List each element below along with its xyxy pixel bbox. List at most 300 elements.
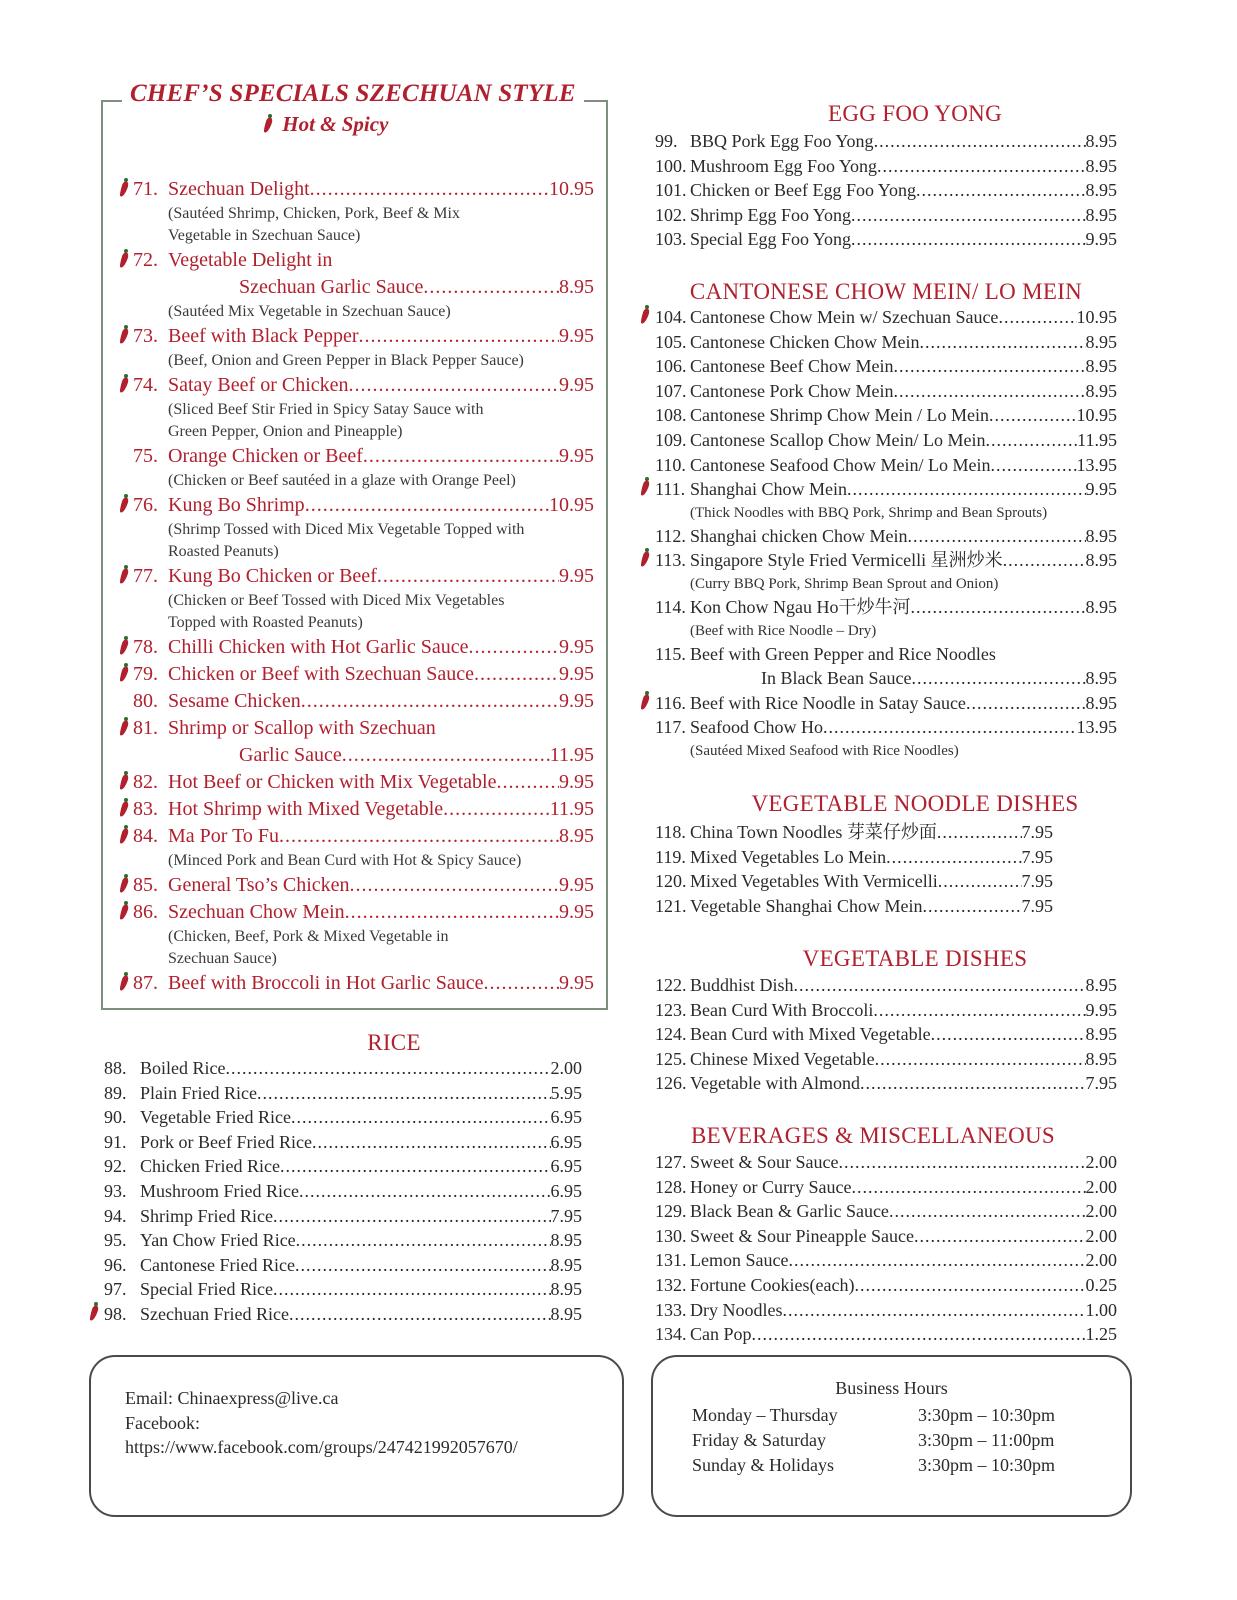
item-number: 101. [655,180,687,201]
item-description: (Chicken, Beef, Pork & Mixed Vegetable in Szechuan Sauce) [168,928,449,967]
menu-item-line [655,666,1117,691]
chef-specials-list [104,176,594,997]
item-name: Yan Chow Fried Rice [140,1230,296,1251]
menu-item [655,1022,1117,1047]
menu-item-line [104,970,594,997]
chili-icon [90,1302,99,1321]
item-price: 8.95 [559,825,594,847]
leader-dots [788,1248,1085,1273]
item-number: 99. [655,131,678,151]
beverages-list [655,1150,1117,1347]
item-name: Hot Shrimp with Mixed Vegetable [168,798,444,820]
item-name: Cantonese Chow Mein w/ Szechuan Sauce [690,307,999,327]
leader-dots [273,1277,551,1302]
item-price: 6.95 [550,1180,582,1201]
item-name: Dry Noodles [690,1299,783,1320]
item-number: 88. [104,1058,127,1078]
item-number: 112. [655,525,686,546]
leader-dots [937,820,1022,845]
item-name: Shrimp Egg Foo Yong [690,204,852,225]
menu-item [655,845,1053,870]
leader-dots [350,872,559,899]
menu-item [104,970,594,997]
item-name: Beef with Rice Noodle in Satay Sauce [690,692,966,713]
hot-marker [104,715,133,742]
menu-item [655,1273,1117,1298]
item-description: (Minced Pork and Bean Curd with Hot & Spicy Sauce) [168,852,522,869]
hot-marker [104,796,133,823]
leader-dots [301,688,559,715]
menu-item [655,973,1117,998]
item-number: 110. [655,454,686,475]
item-price: 2.00 [1085,1250,1117,1271]
leader-dots [877,154,1085,179]
item-number: 78. [133,636,158,658]
item-number: 102. [655,204,687,225]
leader-dots [998,305,1076,330]
item-price: 9.95 [559,663,594,685]
leader-dots [299,1179,551,1204]
item-number: 104. [655,307,687,327]
item-number: 128. [655,1176,687,1197]
item-number: 106. [655,356,687,377]
menu-item-line [104,823,594,850]
item-price: 11.95 [549,798,594,820]
chef-specials-subtitle [264,112,388,137]
item-name: Vegetable with Almond [690,1073,860,1094]
item-name: Beef with Broccoli in Hot Garlic Sauce [168,972,484,994]
item-name: Szechuan Delight [168,178,310,200]
menu-item [655,129,1117,154]
item-name: Chicken or Beef Egg Foo Yong [690,180,916,201]
leader-dots [342,742,550,769]
item-number: 121. [655,895,687,916]
menu-item [104,899,594,970]
contact-info [125,1386,518,1460]
item-name: Singapore Style Fried Vermicelli 星洲炒米 [690,550,1003,571]
item-number: 115. [655,643,686,664]
menu-item [655,354,1117,379]
menu-item [655,820,1053,845]
chili-icon [120,771,129,790]
menu-item [655,524,1117,549]
chef-specials-title: CHEF’S SPECIALS SZECHUAN STYLE [122,80,584,108]
menu-item [655,1071,1117,1096]
item-price: 8.95 [1085,380,1117,401]
item-description: (Sautéed Shrimp, Chicken, Pork, Beef & Mix Vegetable in Szechuan Sauce) [168,205,460,244]
item-name: Fortune Cookies(each) [690,1274,855,1295]
item-price: 2.00 [1085,1152,1117,1172]
item-price: 8.95 [1085,975,1117,995]
egg-foo-yong-title: EGG FOO YONG [828,101,1002,126]
item-name: Cantonese Fried Rice [140,1254,295,1275]
menu-item [104,661,594,688]
item-number: 92. [104,1156,127,1177]
item-number: 100. [655,155,687,176]
menu-item [655,1175,1117,1200]
leader-dots [907,524,1085,549]
item-price: 9.95 [1085,479,1117,500]
item-price: 10.95 [1076,405,1117,426]
leader-dots [989,403,1077,428]
item-name: Black Bean & Garlic Sauce [690,1201,889,1222]
chili-icon [120,663,129,682]
item-number: 118. [655,822,686,842]
menu-item [655,998,1117,1023]
item-name: Shrimp Fried Rice [140,1205,273,1226]
menu-item-line [104,274,594,301]
chili-icon [641,477,650,496]
leader-dots [931,1022,1086,1047]
hot-marker [104,823,133,850]
item-name-continued: Szechuan Garlic Sauce [239,276,424,298]
item-number: 83. [133,798,158,820]
menu-item [655,595,1117,620]
item-name: Shanghai chicken Chow Mein [690,525,908,546]
leader-dots [377,563,559,590]
item-price: 8.95 [1085,525,1117,546]
menu-item [104,247,594,323]
leader-dots [916,178,1086,203]
item-name: Chicken Fried Rice [140,1156,280,1177]
item-number: 98. [104,1303,127,1324]
item-price: 8.95 [1085,1048,1117,1069]
hot-spicy-label: Hot & Spicy [282,112,389,136]
leader-dots [279,823,559,850]
item-price: 8.95 [1085,356,1117,377]
rice-title: RICE [367,1030,421,1055]
item-name: BBQ Pork Egg Foo Yong [690,131,874,151]
item-name: Bean Curd With Broccoli [690,999,874,1020]
menu-item-line [104,688,594,715]
item-price: 7.95 [1021,895,1053,916]
hours-day: Friday & Saturday [692,1430,826,1450]
chili-icon [120,825,129,844]
item-price: 10.95 [1076,307,1117,327]
item-price: 9.95 [559,565,594,587]
item-number: 84. [133,825,158,847]
menu-item-line [104,176,594,203]
item-price: 9.95 [1085,229,1117,250]
hot-marker [104,872,133,899]
item-price: 9.95 [559,325,594,347]
leader-dots [893,379,1085,404]
item-name: Mushroom Egg Foo Yong [690,155,878,176]
item-price: 8.95 [550,1279,582,1300]
item-number: 126. [655,1073,687,1094]
item-number: 91. [104,1131,127,1152]
item-description: (Sautéed Mixed Seafood with Rice Noodles) [690,742,959,759]
menu-item [104,1154,582,1179]
chili-icon [120,178,129,197]
item-price: 8.95 [1085,596,1117,617]
item-name: Satay Beef or Chicken [168,374,349,396]
menu-item-line [104,443,594,470]
hot-marker [104,970,133,997]
menu-item [104,1130,582,1155]
item-price: 11.95 [549,744,594,766]
leader-dots [345,899,559,926]
email-text: Email: Chinaexpress@live.ca [125,1388,339,1408]
item-number: 90. [104,1107,127,1128]
leader-dots [911,595,1086,620]
item-number: 134. [655,1324,687,1345]
item-price: 8.95 [550,1303,582,1324]
facebook-link[interactable]: https://www.facebook.com/groups/247421992057670/ [125,1437,518,1457]
leader-dots [752,1322,1086,1347]
leader-dots [312,1130,551,1155]
leader-dots [914,1224,1086,1249]
item-name: Special Fried Rice [140,1279,273,1300]
item-name: Vegetable Shanghai Chow Mein [690,895,923,916]
item-price: 8.95 [1085,550,1117,571]
leader-dots [273,1204,551,1229]
item-price: 6.95 [550,1156,582,1177]
item-price: 5.95 [550,1082,582,1103]
item-price: 1.25 [1085,1324,1117,1345]
item-number: 132. [655,1274,687,1295]
item-number: 85. [133,874,158,896]
menu-item [655,1150,1117,1175]
leader-dots [783,1298,1086,1323]
item-name: Plain Fried Rice [140,1082,257,1103]
menu-item [655,477,1117,502]
menu-item [655,715,1117,740]
leader-dots [922,894,1021,919]
menu-item [104,872,594,899]
item-description: (Sautéed Mix Vegetable in Szechuan Sauce) [168,303,451,320]
menu-item [104,1179,582,1204]
menu-item [655,305,1117,330]
leader-dots [225,1056,550,1081]
item-name: Mixed Vegetables With Vermicelli [690,871,938,892]
menu-item [104,492,594,563]
leader-dots [875,1047,1086,1072]
item-description: (Beef, Onion and Green Pepper in Black Pepper Sauce) [168,352,524,369]
menu-item [104,1056,582,1081]
item-number: 124. [655,1024,687,1045]
chili-icon [120,636,129,655]
item-price: 9.95 [559,972,594,994]
item-price: 10.95 [549,178,594,200]
item-price: 9.95 [559,901,594,923]
egg-foo-yong-list [655,129,1117,252]
beverages-title: BEVERAGES & MISCELLANEOUS [690,1123,1055,1148]
item-name: Kung Bo Chicken or Beef [168,565,377,587]
item-description: (Shrimp Tossed with Diced Mix Vegetable Topped with Roasted Peanuts) [168,521,525,560]
item-price: 8.95 [1085,668,1117,689]
leader-dots [847,477,1086,502]
item-name: Special Egg Foo Yong [690,229,852,250]
menu-item [104,1302,582,1327]
item-number: 103. [655,229,687,250]
item-number: 111. [655,479,686,500]
item-number: 86. [133,901,158,923]
facebook-label: Facebook: [125,1412,200,1433]
leader-dots [474,661,559,688]
leader-dots [443,796,550,823]
item-name: Cantonese Scallop Chow Mein/ Lo Mein [690,429,986,450]
menu-item-line [104,323,594,350]
item-price: 9.95 [559,874,594,896]
leader-dots [496,769,559,796]
item-name: Chilli Chicken with Hot Garlic Sauce [168,636,469,658]
menu-item-line [104,769,594,796]
leader-dots [851,227,1085,252]
menu-item-line [104,634,594,661]
leader-dots [854,1273,1085,1298]
menu-item [655,642,1117,667]
item-name: China Town Noodles 芽菜仔炒面 [690,822,937,842]
leader-dots [295,1253,551,1278]
item-number: 107. [655,380,687,401]
hot-marker [104,563,133,590]
item-price: 6.95 [550,1131,582,1152]
item-name: Beef with Black Pepper [168,325,359,347]
leader-dots [873,998,1085,1023]
item-name: Mushroom Fried Rice [140,1180,299,1201]
item-name: Honey or Curry Sauce [690,1176,852,1197]
menu-item-line [104,899,594,926]
hot-marker [104,634,133,661]
menu-item [104,323,594,372]
item-number: 122. [655,975,687,995]
item-price: 13.95 [1076,454,1117,475]
leader-dots [289,1302,551,1327]
menu-item [655,453,1117,478]
hours-day: Sunday & Holidays [692,1455,834,1475]
item-number: 79. [133,663,158,685]
item-name-continued: Garlic Sauce [239,744,342,766]
menu-item [104,715,594,769]
chili-icon [120,972,129,991]
leader-dots [305,492,549,519]
item-name: Boiled Rice [140,1058,226,1078]
menu-item [655,178,1117,203]
item-price: 9.95 [559,690,594,712]
leader-dots [291,1105,551,1130]
item-price: 0.25 [1085,1274,1117,1295]
menu-item [104,1228,582,1253]
item-name: Cantonese Seafood Chow Mein/ Lo Mein [690,454,991,475]
item-name: Seafood Chow Ho [690,717,823,738]
menu-item [655,691,1117,716]
chili-icon [120,901,129,920]
leader-dots [889,1199,1086,1224]
menu-item-line [104,742,594,769]
item-name: Can Pop [690,1324,752,1345]
menu-item [104,1105,582,1130]
item-name: Orange Chicken or Beef [168,445,363,467]
item-number: 120. [655,871,687,892]
leader-dots [349,372,560,399]
item-name: Sesame Chicken [168,690,301,712]
cantonese-title: CANTONESE CHOW MEIN/ LO MEIN [689,279,1083,304]
item-price: 2.00 [1085,1176,1117,1197]
item-price: 7.95 [1021,846,1053,867]
leader-dots [838,1150,1085,1175]
menu-item [655,154,1117,179]
item-description: (Curry BBQ Pork, Shrimp Bean Sprout and Onion) [690,575,999,592]
leader-dots [919,330,1085,355]
leader-dots [823,715,1077,740]
chili-icon [120,874,129,893]
item-number: 109. [655,429,687,450]
item-name: Vegetable Fried Rice [140,1107,291,1128]
item-number: 76. [133,494,158,516]
item-description: (Sliced Beef Stir Fried in Spicy Satay Sauce with Green Pepper, Onion and Pineapple) [168,401,484,440]
item-price: 8.95 [559,276,594,298]
menu-item-line [104,661,594,688]
item-price: 8.95 [1085,155,1117,176]
menu-item-line [104,372,594,399]
leader-dots [280,1154,551,1179]
item-price: 8.95 [1085,1024,1117,1045]
chili-icon [120,717,129,736]
item-name: Lemon Sauce [690,1250,789,1271]
item-name: Vegetable Delight in [168,249,333,271]
vegetable-noodle-list [655,820,1053,918]
hours-row [692,1428,1054,1453]
leader-dots [363,443,559,470]
leader-dots [794,973,1086,998]
hot-marker [104,176,133,203]
chili-icon [120,565,129,584]
item-number: 133. [655,1299,687,1320]
leader-dots [874,129,1086,154]
leader-dots [886,845,1021,870]
menu-item [104,1081,582,1106]
item-name-continued: In Black Bean Sauce [761,668,912,689]
item-number: 125. [655,1048,687,1069]
item-price: 8.95 [1085,204,1117,225]
item-name: Sweet & Sour Pineapple Sauce [690,1225,914,1246]
item-name: Shrimp or Scallop with Szechuan [168,717,436,739]
menu-item-line [104,796,594,823]
item-price: 7.95 [1021,871,1053,892]
item-name: Pork or Beef Fried Rice [140,1131,312,1152]
item-number: 77. [133,565,158,587]
menu-item [104,176,594,247]
leader-dots [990,453,1076,478]
item-name: Szechuan Chow Mein [168,901,345,923]
item-description: (Beef with Rice Noodle – Dry) [690,622,877,639]
hot-marker [104,769,133,796]
leader-dots [310,176,549,203]
item-price: 8.95 [1085,331,1117,352]
hot-marker [104,492,133,519]
menu-item [104,823,594,872]
item-price: 9.95 [559,636,594,658]
item-price: 7.95 [550,1205,582,1226]
item-name: Chicken or Beef with Szechuan Sauce [168,663,475,685]
menu-item [655,548,1117,573]
item-price: 9.95 [559,374,594,396]
item-price: 2.00 [1085,1225,1117,1246]
item-name: Cantonese Pork Chow Mein [690,380,894,401]
vegetable-dishes-title: VEGETABLE DISHES [802,946,1028,971]
item-name: Buddhist Dish [690,975,794,995]
item-price: 9.95 [559,771,594,793]
item-number: 75. [133,445,158,467]
item-description: (Chicken or Beef Tossed with Diced Mix Vegetables Topped with Roasted Peanuts) [168,592,505,631]
item-description: (Chicken or Beef sautéed in a glaze with Orange Peel) [168,472,516,489]
menu-item [104,1277,582,1302]
leader-dots [911,666,1085,691]
menu-item [655,379,1117,404]
item-number: 108. [655,405,687,426]
menu-item [655,1199,1117,1224]
